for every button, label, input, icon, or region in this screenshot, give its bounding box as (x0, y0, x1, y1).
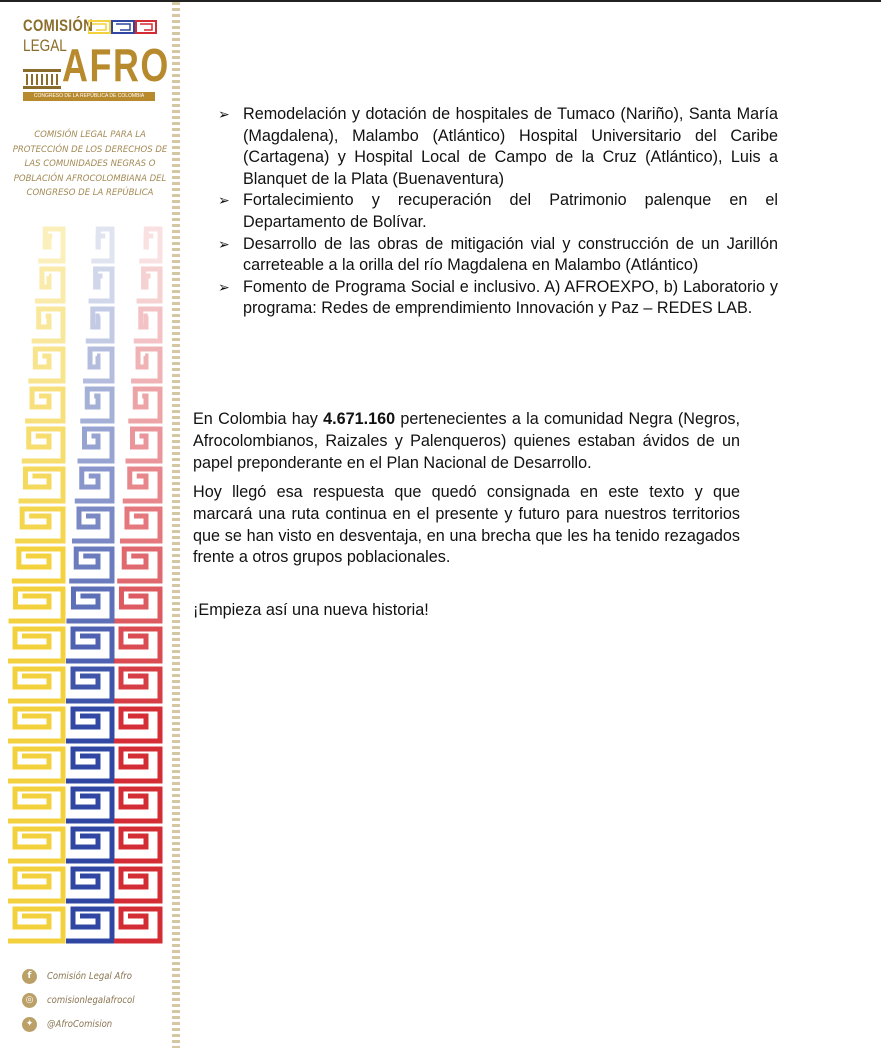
greek-key-segment (9, 589, 63, 621)
project-list (193, 104, 778, 320)
greek-key-segment (114, 789, 160, 821)
logo-flag-stripes (88, 20, 158, 34)
greek-key-segment (8, 629, 63, 661)
social-links (22, 964, 172, 1036)
greek-key-segment (69, 549, 112, 581)
greek-key-segment (66, 589, 112, 621)
greek-key-segment (139, 229, 160, 261)
greek-key-segment (86, 309, 112, 341)
greek-key-segment (80, 389, 112, 421)
sidebar-description: COMISIÓN LEGAL PARA LA PROTECCIÓN DE LOS DERECHOS DE LAS COMUNIDADES NEGRAS O POBLACIÓN AFROCOLOMBIANA DEL CONGRESO DE LA REPÚBLICA (12, 130, 168, 198)
greek-key-segment (114, 669, 160, 701)
greek-key-segment (28, 349, 63, 381)
list-item (218, 104, 778, 190)
greek-key-segment (8, 829, 63, 861)
population-number: 4.671.160 (323, 410, 396, 428)
arrow-bullet-icon: ➢ (218, 192, 230, 209)
greek-key-segment (123, 469, 160, 501)
greek-key-segment (66, 869, 112, 901)
greek-key-segment (114, 709, 160, 741)
greek-key-segment (114, 589, 160, 621)
greek-key-segment (25, 389, 63, 421)
greek-key-segment (66, 749, 112, 781)
greek-key-segment (15, 509, 63, 541)
instagram-icon: ◎ (22, 993, 37, 1008)
sidebar (0, 2, 180, 1048)
arrow-bullet-icon: ➢ (218, 106, 230, 122)
arrow-bullet-icon: ➢ (218, 235, 230, 252)
logo-comision-text: COMISIÓN (23, 16, 94, 35)
greek-key-segment (38, 229, 63, 261)
greek-key-segment (114, 749, 160, 781)
social-label: @AfroComision (47, 1018, 113, 1030)
list-item (218, 277, 778, 320)
greek-key-segment (75, 469, 112, 501)
population-paragraph (193, 409, 740, 474)
greek-key-segment (66, 909, 112, 941)
facebook-icon: f (22, 969, 37, 984)
greek-key-segment (114, 909, 160, 941)
logo-congreso-band: CONGRESO DE LA REPÚBLICA DE COLOMBIA (23, 92, 155, 101)
greek-key-segment (89, 269, 112, 301)
greek-key-segment (8, 709, 63, 741)
greek-key-segment (78, 429, 113, 461)
greek-key-segment (131, 349, 160, 381)
greek-key-segment (126, 429, 161, 461)
greek-key-segment (83, 349, 112, 381)
greek-key-segment (8, 669, 63, 701)
comision-legal-afro-logo (20, 14, 170, 104)
list-item-text: Fortalecimiento y recuperación del Patrimonio palenque en el Departamento de Bolívar. (243, 191, 778, 231)
logo-legal-text: LEGAL (23, 36, 67, 55)
greek-key-segment (18, 469, 63, 501)
greek-key-segment (91, 229, 112, 261)
greek-key-segment (66, 629, 112, 661)
greek-key-segment (8, 869, 63, 901)
greek-key-segment (137, 269, 160, 301)
para-text: En Colombia hay (193, 410, 324, 428)
greek-key-segment (117, 549, 160, 581)
greek-key-segment (128, 389, 160, 421)
greek-key-segment (8, 909, 63, 941)
greek-key-segment (66, 789, 112, 821)
social-label: comisionlegalafrocol (47, 994, 135, 1006)
greek-key-segment (66, 829, 112, 861)
greek-key-pattern (8, 224, 168, 944)
greek-key-segment (120, 509, 160, 541)
greek-key-segment (66, 669, 112, 701)
social-facebook[interactable] (22, 964, 172, 988)
social-twitter[interactable] (22, 1012, 172, 1036)
greek-key-segment (72, 509, 112, 541)
list-item (218, 190, 778, 233)
logo-afro-text: AFRO (62, 39, 170, 91)
greek-key-segment (114, 869, 160, 901)
arrow-bullet-icon: ➢ (218, 278, 230, 295)
greek-key-segment (114, 629, 160, 661)
social-label: Comisión Legal Afro (47, 970, 132, 982)
greek-key-segment (114, 829, 160, 861)
greek-key-segment (8, 789, 63, 821)
social-instagram[interactable] (22, 988, 172, 1012)
greek-key-segment (66, 709, 112, 741)
closing-line: ¡Empieza así una nueva historia! (193, 601, 429, 619)
greek-key-segment (35, 269, 63, 301)
greek-key-segment (134, 309, 160, 341)
list-item (218, 234, 778, 277)
document-body (193, 104, 778, 320)
response-paragraph: Hoy llegó esa respuesta que quedó consignada en este texto y que marcará una ruta continua en el presente y futuro para nuestros territorios que se han visto en desventaja, en una brecha que les ha tenido rezagados frente a otros grupos poblacionales. (193, 483, 740, 567)
capitol-icon (23, 69, 61, 89)
para-text: pertenecientes a la comunidad Negra (Negros, Afrocolombianos, Raizales y Palenqueros) quienes estaban ávidos de un papel preponderante en el Plan Nacional de Desarrollo. (193, 410, 740, 472)
sidebar-border (172, 2, 180, 1048)
greek-key-segment (22, 429, 63, 461)
twitter-icon: ✦ (22, 1017, 37, 1032)
list-item-text: Fomento de Programa Social e inclusivo. A) AFROEXPO, b) Laboratorio y programa: Redes de emprendimiento Innovación y Paz – REDES LAB. (243, 277, 778, 318)
greek-key-segment (8, 749, 63, 781)
greek-key-segment (12, 549, 63, 581)
greek-key-segment (32, 309, 63, 341)
list-item-text: Desarrollo de las obras de mitigación vial y construcción de un Jarillón carreteable a la orilla del río Magdalena en Malambo (Atlántico) (243, 234, 778, 275)
list-item-text: Remodelación y dotación de hospitales de Tumaco (Nariño), Santa María (Magdalena), Malambo (Atlántico) Hospital Universitario del Caribe (Cartagena) y Hospital Local de Campo de la Cruz (Atlántico), Luis a Blanquet de la Plata (Buenaventura) (243, 105, 778, 188)
